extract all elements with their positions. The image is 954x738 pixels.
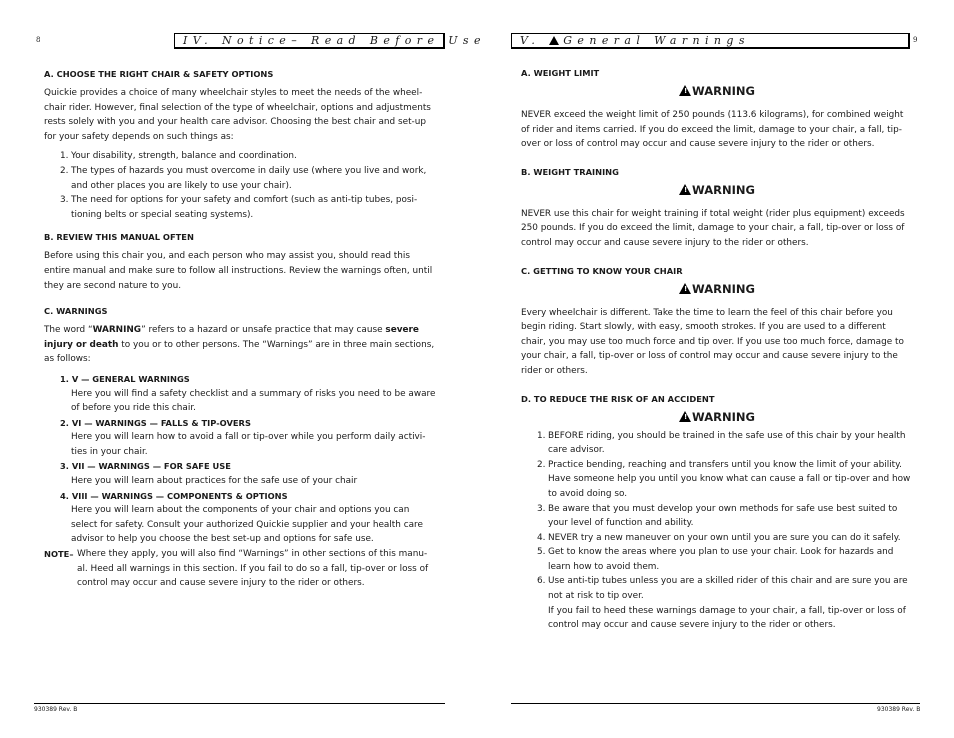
warning-banner bbox=[521, 83, 913, 99]
note bbox=[44, 547, 436, 591]
warning-banner bbox=[521, 281, 913, 297]
note-text: Where they apply, you will also find “Warnings” in other sections of this manu-al. Heed all warnings in this section. If you fail to do so a fall, tip-over or loss of control may occur and cause severe injury to the rider or others. bbox=[77, 549, 429, 589]
warning-label: WARNING bbox=[692, 84, 755, 98]
list-item-text: BEFORE riding, you should be trained in the safe use of this chair by your health care advisor. bbox=[548, 430, 906, 456]
paragraph-c: Every wheelchair is different. Take the time to learn the feel of this chair before you begin riding. Start slowly, with easy, smooth strokes. If you are used to a different chair, you may use too much force and tip over. If you use too much force, damage to your chair, a fall, tip-over or loss of control may occur and cause severe injury to the rider or others. bbox=[521, 307, 904, 376]
subsection bbox=[60, 489, 436, 547]
warning-label: WARNING bbox=[692, 182, 755, 197]
warning-banner bbox=[521, 409, 913, 425]
list-item-number: 6. bbox=[537, 576, 546, 587]
subsection bbox=[60, 416, 436, 460]
list-item bbox=[537, 458, 913, 502]
section-title-c: C. WARNINGS bbox=[44, 306, 108, 317]
list-item-text: The need for options for your safety and comfort (such as anti-tip tubes, posi-tioning belts or special seating systems). bbox=[71, 195, 418, 220]
section-title-c: C. GETTING TO KNOW YOUR CHAIR bbox=[521, 265, 683, 276]
paragraph-c-part: The word “ bbox=[44, 325, 93, 336]
warning-label: WARNING bbox=[692, 409, 755, 424]
subsection-heading: 3. VII — WARNINGS — FOR SAFE USE bbox=[60, 461, 231, 472]
list-item-number: 5. bbox=[537, 547, 546, 558]
left-content bbox=[44, 68, 436, 591]
list-item bbox=[537, 531, 913, 546]
subsection-text: Here you will learn about practices for the safe use of your chair bbox=[71, 476, 358, 487]
list-item bbox=[537, 545, 913, 574]
exclamation-glyph: ! bbox=[684, 185, 688, 194]
list-item-text: Your disability, strength, balance and coordination. bbox=[71, 151, 297, 162]
footer-code: 930389 Rev. B bbox=[34, 706, 78, 713]
warnings-subsections bbox=[60, 372, 436, 547]
subsection bbox=[60, 459, 436, 488]
list-item bbox=[60, 164, 436, 193]
subsection-text: Here you will learn how to avoid a fall or tip-over while you perform daily activi-ties in your chair. bbox=[71, 432, 426, 457]
list-item-text: The types of hazards you must overcome in daily use (where you live and work, and other places you are likely to use your chair). bbox=[71, 165, 427, 191]
list-item-number: 3. bbox=[60, 195, 69, 206]
list-item-number: 2. bbox=[537, 459, 546, 470]
warning-triangle-icon bbox=[679, 184, 691, 195]
list-item-number: 2. bbox=[60, 165, 69, 176]
warning-triangle-icon bbox=[679, 411, 691, 422]
right-page bbox=[477, 0, 954, 738]
list-d bbox=[521, 429, 913, 633]
list-item-text: Use anti-tip tubes unless you are a skilled rider of this chair and are sure you are not at risk to tip over. bbox=[548, 576, 908, 602]
paragraph-c-part: to you or to other persons. The “Warnings” are in three main sections, as follows: bbox=[44, 339, 435, 365]
list-item bbox=[60, 193, 436, 222]
paragraph-a: NEVER exceed the weight limit of 250 pounds (113.6 kilograms), for combined weight of rider and items carried. If you do exceed the limit, damage to your chair, a fall, tip-over or loss of control may occur and cause severe injury to the rider or others. bbox=[521, 110, 904, 150]
section-title-b: B. REVIEW THIS MANUAL OFTEN bbox=[44, 232, 194, 243]
warning-term: WARNING bbox=[92, 325, 142, 336]
section-title-d: D. TO REDUCE THE RISK OF AN ACCIDENT bbox=[521, 393, 715, 404]
list-item bbox=[537, 574, 913, 632]
paragraph-b: NEVER use this chair for weight training if total weight (rider plus equipment) exceeds 250 pounds. If you do exceed the limit, damage to your chair, a fall, tip-over or loss of control may occur and cause severe injury to the rider or others. bbox=[521, 208, 905, 248]
warning-label: WARNING bbox=[692, 281, 755, 296]
subsection-heading: 1. V — GENERAL WARNINGS bbox=[60, 373, 190, 384]
section-title-b: B. WEIGHT TRAINING bbox=[521, 166, 619, 177]
warning-banner bbox=[521, 182, 913, 198]
subsection-text: Here you will find a safety checklist and a summary of risks you need to be aware of before you ride this chair. bbox=[71, 388, 436, 414]
list-item bbox=[537, 502, 913, 531]
paragraph-c bbox=[44, 323, 436, 367]
list-item-text: Be aware that you must develop your own methods for safe use best suited to your level of function and ability. bbox=[548, 503, 898, 529]
section-header-text: General Warnings bbox=[563, 34, 750, 47]
exclamation-glyph: ! bbox=[684, 412, 688, 421]
severity-term: severe injury or death bbox=[44, 325, 419, 350]
subsection-heading: 4. VIII — WARNINGS — COMPONENTS & OPTIONS bbox=[60, 490, 288, 501]
note-label: NOTE– bbox=[44, 549, 74, 560]
footer-rule bbox=[34, 703, 445, 704]
list-item-number: 1. bbox=[537, 430, 546, 441]
page-number: 9 bbox=[913, 36, 918, 44]
right-content bbox=[521, 67, 913, 637]
section-title-a: A. WEIGHT LIMIT bbox=[521, 68, 600, 78]
subsection-heading: 2. VI — WARNINGS — FALLS & TIP-OVERS bbox=[60, 417, 251, 428]
list-item bbox=[60, 149, 436, 164]
list-item bbox=[537, 429, 913, 458]
list-item-text: Practice bending, reaching and transfers until you know the limit of your ability. Have someone help you until you know what can cause a fall or tip-over and how to avoid doing so. bbox=[548, 459, 911, 499]
list-item-text: NEVER try a new maneuver on your own until you are sure you can do it safely. bbox=[548, 532, 901, 543]
closing-warning-text: If you fail to heed these warnings damage to your chair, a fall, tip-over or loss of control may occur and cause severe injury to the rider or others. bbox=[548, 605, 906, 631]
warning-triangle-icon bbox=[679, 283, 691, 294]
paragraph-a: Quickie provides a choice of many wheelchair styles to meet the needs of the wheel-chair rider. However, final selection of the type of wheelchair, options and adjustments rests solely with you and your health care advisor. Choosing the best chair and set-up for your safety depends on such things as: bbox=[44, 88, 431, 142]
section-header-text: IV. Notice– Read Before Use bbox=[183, 34, 486, 47]
list-item-number: 4. bbox=[537, 532, 546, 543]
paragraph-b: Before using this chair you, and each person who may assist you, should read this entire manual and make sure to follow all instructions. Review the warnings often, until they are second nature to you. bbox=[44, 251, 433, 291]
list-item-number: 1. bbox=[60, 151, 69, 162]
paragraph-c-part: ” refers to a hazard or unsafe practice that may cause bbox=[141, 325, 386, 336]
footer-rule bbox=[511, 703, 920, 704]
warning-triangle-icon bbox=[549, 36, 559, 45]
section-header bbox=[511, 33, 910, 49]
list-item-number: 3. bbox=[537, 503, 546, 514]
subsection-text: Here you will learn about the components of your chair and options you can select for safety. Consult your authorized Quickie supplier and your health care advisor to help you choose the best set-up and options for safe use. bbox=[71, 505, 423, 545]
warning-triangle-icon bbox=[679, 85, 691, 96]
header-prefix: V. bbox=[520, 34, 541, 47]
page-number: 8 bbox=[36, 36, 41, 44]
footer-code: 930389 Rev. B bbox=[877, 706, 921, 713]
list-a bbox=[44, 149, 436, 222]
exclamation-glyph: ! bbox=[684, 284, 688, 293]
list-item-text: Get to know the areas where you plan to use your chair. Look for hazards and learn how to avoid them. bbox=[548, 547, 894, 572]
section-header bbox=[174, 33, 486, 49]
subsection bbox=[60, 372, 436, 416]
section-title-a: A. CHOOSE THE RIGHT CHAIR & SAFETY OPTIONS bbox=[44, 69, 274, 79]
exclamation-glyph: ! bbox=[684, 87, 688, 95]
